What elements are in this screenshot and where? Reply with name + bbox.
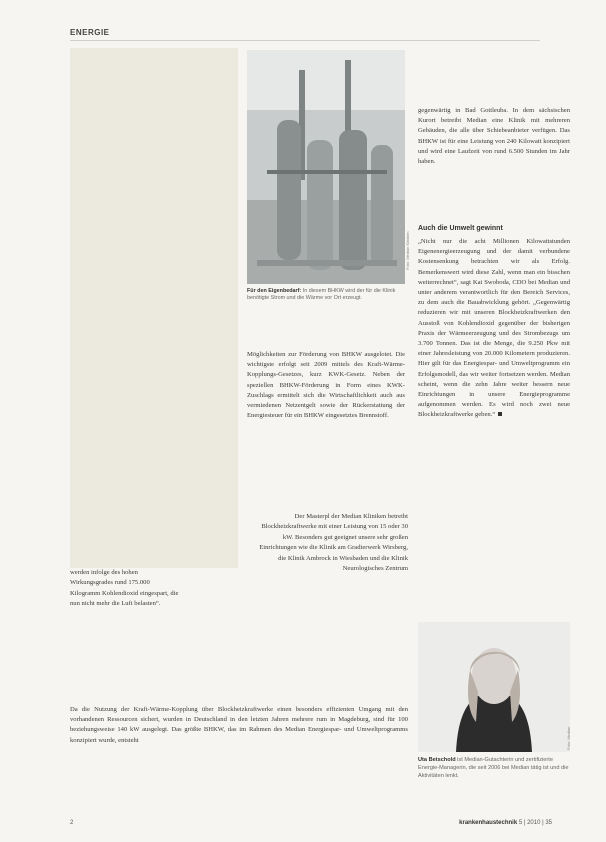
portrait-photo xyxy=(418,622,570,752)
boiler-photo xyxy=(247,50,405,284)
issue-number: 5 | 2010 | 35 xyxy=(518,820,552,826)
end-of-article-square-icon xyxy=(498,412,502,416)
left-column-quote xyxy=(70,568,180,610)
page-number: 2 xyxy=(70,820,74,826)
bottom-left-text: Da die Nutzung der Kraft-Wärme-Kopplung über Blockheizkraftwerke einen besonders effizienten Umgang mit den vorhandenen Ressourcen sichert, wurden in Deutschland in den letzten Jahren mehrere xyxy=(70,706,408,724)
bottom-paragraph xyxy=(70,705,408,746)
right-top-paragraph: gegenwärtig in Bad Gottleuba. In dem sächsischen Kurort betreibt Median eine Klinik mit mehreren Gebäuden, die alle über Schiebeanbieter verfügen. Das BHKW ist für eine Leistung von 240 Kilowatt konzipiert und wird eine Laufzeit von rund 6.500 Stunden im Jahr haben. xyxy=(418,107,570,166)
portrait-caption-text: ist Median-Gutachterin und zertifizierte Energie-Managerin, die seit 2006 bei Median tätig ist und die Aktivitäten lenkt. xyxy=(418,757,569,779)
left-quote-paragraph: werden infolge des hohen Wirkungsgrades rund 175.000 Kilogramm Kohlendioxid eingespart, die nun nicht mehr die Luft belasten“. xyxy=(70,569,179,608)
photo-credit: Foto: Median Kliniken xyxy=(405,231,410,270)
page-footer xyxy=(70,820,580,830)
subheading: Auch die Umwelt gewinnt xyxy=(418,225,503,232)
bottom-mid-text: rum in Magdeburg, sind für 100 beziehungsweise 140 kW ausgelegt. Das größte BHKW, das im Rahmen des Median Energiespar- und Umweltprogramms konzipiert wurde, entsteht xyxy=(70,716,408,744)
photo-caption xyxy=(247,288,405,302)
portrait-caption-lead: Uta Betschold xyxy=(418,757,456,763)
right-column-quote xyxy=(418,237,570,421)
portrait-caption xyxy=(418,756,570,780)
runaround-text xyxy=(258,512,408,574)
bottom-column xyxy=(70,705,408,746)
right-mid-paragraph xyxy=(418,237,570,421)
right-mid-text: „Nicht nur die acht Millionen Kilowattstunden Eigenenergieerzeugung und der damit verbundene Kostensenkung betrachten wir als Erfolg. Bemerkenswert wird diese Zahl, wenn man ein bisschen weiterrechnet“, sagt Kai Swoboda, CDO bei Median und unter anderem verantwortlich für den Bereich Services, zu dem auch die Bauabwicklung gehört. „Gegenwärtig reduzieren wir mit unseren Blockheizkraftwerken den Ausstoß von Kohlendioxid gegenüber der bisherigen Praxis der Wärmeerzeugung und des Strombezugs um 3.700 Tonnen. Das ist die Menge, die 9.250 Pkw mit einer Jahresleistung von 20.000 Kilometern produzieren. Hier gilt für das Energiespar- und Umweltprogramm ein Erfolgsmodell, das wir weiter fortsetzen werden. Median scheint, wenn die zehn Jahre weiter bessern neue Einrichtungen in unsere Energieprogramme aufgenommen werden. Es wird noch zwei neue Blockheizkraftwerke geben.“ xyxy=(418,238,570,419)
portrait-credit: Foto: Median xyxy=(566,726,571,750)
section-label xyxy=(70,28,540,41)
section-label-text: ENERGIE xyxy=(70,28,110,37)
photo-caption-lead: Für den Eigenbedarf: xyxy=(247,288,302,294)
portrait-illustration xyxy=(418,622,570,752)
magazine-name: krankenhaustechnik xyxy=(459,820,518,826)
runaround-paragraph: Der Masterpl der Median Kliniken betreibt Blockheizkraftwerke mit einer Leistung von 15 oder 30 kW. Besonders gut geeignet unsere sehr großen Einrichtungen wie die Klinik am Gradierwerk Wirsberg, die Klinik Ambrock in Wiesbaden und die Klinik Neurologisches Zentrum xyxy=(259,513,408,573)
boiler-illustration xyxy=(247,50,405,284)
right-column-top xyxy=(418,106,570,167)
middle-column xyxy=(247,350,405,421)
middle-paragraph: Möglichkeiten zur Förderung von BHKW ausgelotet. Die wichtigste erfolgt seit 2009 mittels des Kraft-Wärme-Kopplungs-Gesetzes, kurz KWK-Gesetz. Neben der speziellen BHKW-Förderung in Form eines KWK-Zuschlags ermittelt sich die Wirtschaftlichkeit auch aus vermiedenen Netzentgelt sowie der Rückerstattung der Energiesteuer für ein BHKW eingesetztes Brennstoff. xyxy=(247,351,405,420)
blank-column-block xyxy=(70,48,238,568)
photo-caption-text: In diesem BHKW wird der für die Klinik benötigte Strom und die Wärme vor Ort erzeugt. xyxy=(247,288,396,302)
magazine-footer xyxy=(459,820,552,826)
